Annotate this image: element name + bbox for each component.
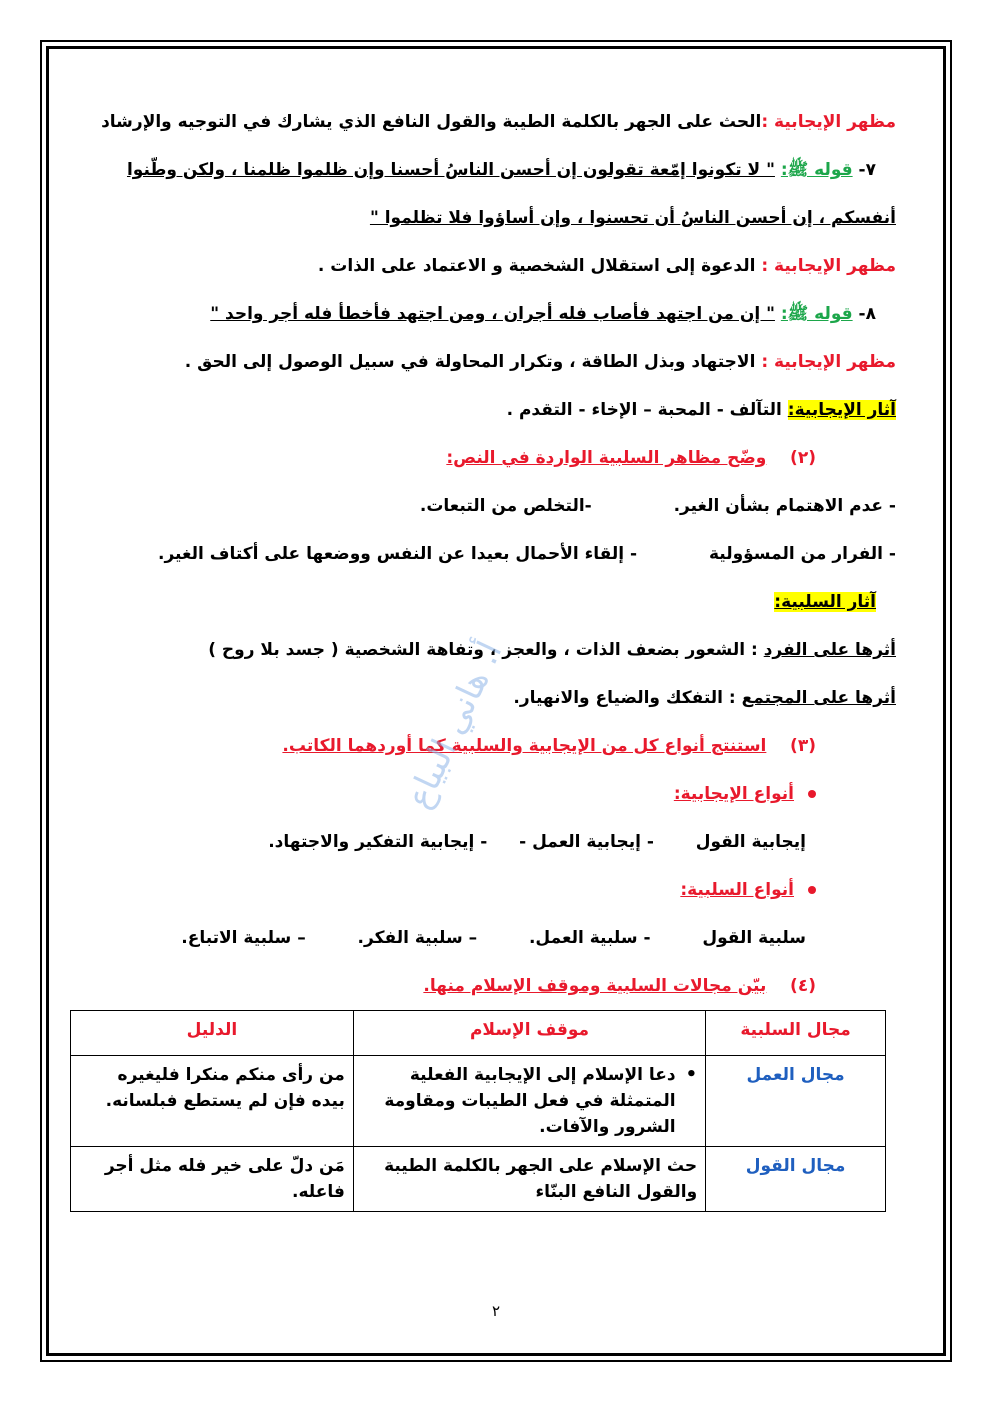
negative-effects-heading [66, 590, 896, 614]
hadith-label: قوله ﷺ: [780, 304, 853, 324]
bullet-icon: • [685, 1064, 698, 1085]
cell-evidence: مَن دلّ على خير فله مثل أجر فاعله. [71, 1147, 354, 1212]
label-negative-types: أنواع السلبية: [680, 880, 794, 900]
hadith-text: " لا تكونوا إمّعة تقولون إن أحسن الناسُ أحسنا وإن ظلموا ظلمنا ، ولكن وطّنوا [126, 160, 775, 180]
type-item: - إيجابية التفكير والاجتهاد. [268, 832, 488, 852]
type-item: سلبية القول [702, 928, 806, 948]
negative-aspects-row-2 [66, 542, 896, 566]
question-title: استنتج أنواع كل من الإيجابية والسلبية كما أوردهما الكاتب. [282, 736, 767, 756]
bullet-icon [808, 790, 816, 798]
cell-evidence: من رأى منكم منكرا فليغيره بيده فإن لم يستطع فبلسانه. [71, 1056, 354, 1147]
cell-field: مجال العمل [706, 1056, 886, 1147]
line-positive-aspect-1 [66, 110, 896, 134]
question-2-heading [66, 446, 896, 470]
label-effect-society: أثرها على المجتمع [741, 688, 896, 708]
negative-aspect-item: - عدم الاهتمام بشأن الغير. [673, 496, 896, 516]
cell-position [353, 1056, 705, 1147]
document-body [66, 110, 896, 1022]
negativity-fields-table [70, 1010, 886, 1212]
label-positive-effects: آثار الإيجابية: [787, 400, 896, 420]
label-positive-aspect: مظهر الإيجابية : [761, 112, 896, 132]
line-positive-aspect-2 [66, 254, 896, 278]
position-text: دعا الإسلام إلى الإيجابية الفعلية المتمثلة في فعل الطيبات ومقاومة الشرور والآفات. [384, 1065, 676, 1137]
hadith-text: " إن من اجتهد فأصاب فله أجران ، ومن اجتهد فأخطأ فله أجر واحد " [210, 304, 775, 324]
label-negative-effects: آثار السلبية: [774, 592, 876, 612]
line-hadith-7 [66, 158, 896, 182]
question-3-heading [66, 734, 896, 758]
negative-aspect-item: - إلقاء الأحمال بعيدا عن النفس ووضعها على أكتاف الغير. [158, 544, 638, 564]
effect-society [66, 686, 896, 710]
header-field: مجال السلبية [706, 1011, 886, 1056]
header-position: موقف الإسلام [353, 1011, 705, 1056]
negative-types-row [66, 926, 896, 950]
header-evidence: الدليل [71, 1011, 354, 1056]
text-positive-aspect: الدعوة إلى استقلال الشخصية و الاعتماد على الذات . [317, 256, 756, 276]
type-item: - سلبية العمل. [528, 928, 651, 948]
type-item: – سلبية الاتباع. [181, 928, 306, 948]
question-number: (٣) [790, 736, 816, 756]
text-positive-aspect: الاجتهاد وبذل الطاقة ، وتكرار المحاولة في سبيل الوصول إلى الحق . [184, 352, 756, 372]
text-positive-aspect: الحث على الجهر بالكلمة الطيبة والقول النافع الذي يشارك في التوجيه والإرشاد [101, 112, 762, 132]
table-row [71, 1147, 886, 1212]
cell-position: حث الإسلام على الجهر بالكلمة الطيبة والقول النافع البنّاء [353, 1147, 705, 1212]
question-title: وضّح مظاهر السلبية الواردة في النص: [446, 448, 767, 468]
hadith-number: ٧- [858, 160, 876, 180]
negative-aspects-row-1 [66, 494, 896, 518]
question-title: بيّن مجالات السلبية وموقف الإسلام منها. [423, 976, 767, 996]
line-positive-aspect-3 [66, 350, 896, 374]
bullet-icon [808, 886, 816, 894]
hadith-number: ٨- [858, 304, 876, 324]
line-positive-effects [66, 398, 896, 422]
text-effect-society: : التفكك والضياع والانهيار. [513, 688, 736, 708]
watermark-text: أ. هاني البياع [398, 635, 511, 815]
type-item: - إيجابية العمل - [519, 832, 654, 852]
page-number: ٢ [491, 1302, 501, 1320]
line-hadith-8 [66, 302, 896, 326]
positive-types-heading [66, 782, 896, 806]
text-effect-individual: : الشعور بضعف الذات ، والعجز ، وتفاهة الشخصية ( جسد بلا روح ) [208, 640, 758, 660]
negative-types-heading [66, 878, 896, 902]
table-row [71, 1056, 886, 1147]
negative-aspect-item: -التخلص من التبعات. [419, 496, 592, 516]
label-positive-aspect: مظهر الإيجابية : [761, 352, 896, 372]
type-item: إيجابية القول [695, 832, 806, 852]
line-hadith-7-cont [66, 206, 896, 230]
question-number: (٢) [790, 448, 816, 468]
negative-aspect-item: - الفرار من المسؤولية [708, 544, 896, 564]
table-header-row [71, 1011, 886, 1056]
effect-individual [66, 638, 896, 662]
label-positive-types: أنواع الإيجابية: [673, 784, 794, 804]
text-positive-effects: التآلف - المحبة – الإخاء - التقدم . [506, 400, 782, 420]
hadith-label: قوله ﷺ: [780, 160, 853, 180]
hadith-text-cont: أنفسكم ، إن أحسن الناسُ أن تحسنوا ، وإن أساؤوا فلا تظلموا " [369, 208, 896, 228]
label-effect-individual: أثرها على الفرد [763, 640, 896, 660]
question-number: (٤) [790, 976, 816, 996]
question-4-heading [66, 974, 896, 998]
label-positive-aspect: مظهر الإيجابية : [761, 256, 896, 276]
cell-field: مجال القول [706, 1147, 886, 1212]
type-item: – سلبية الفكر. [357, 928, 478, 948]
positive-types-row [66, 830, 896, 854]
